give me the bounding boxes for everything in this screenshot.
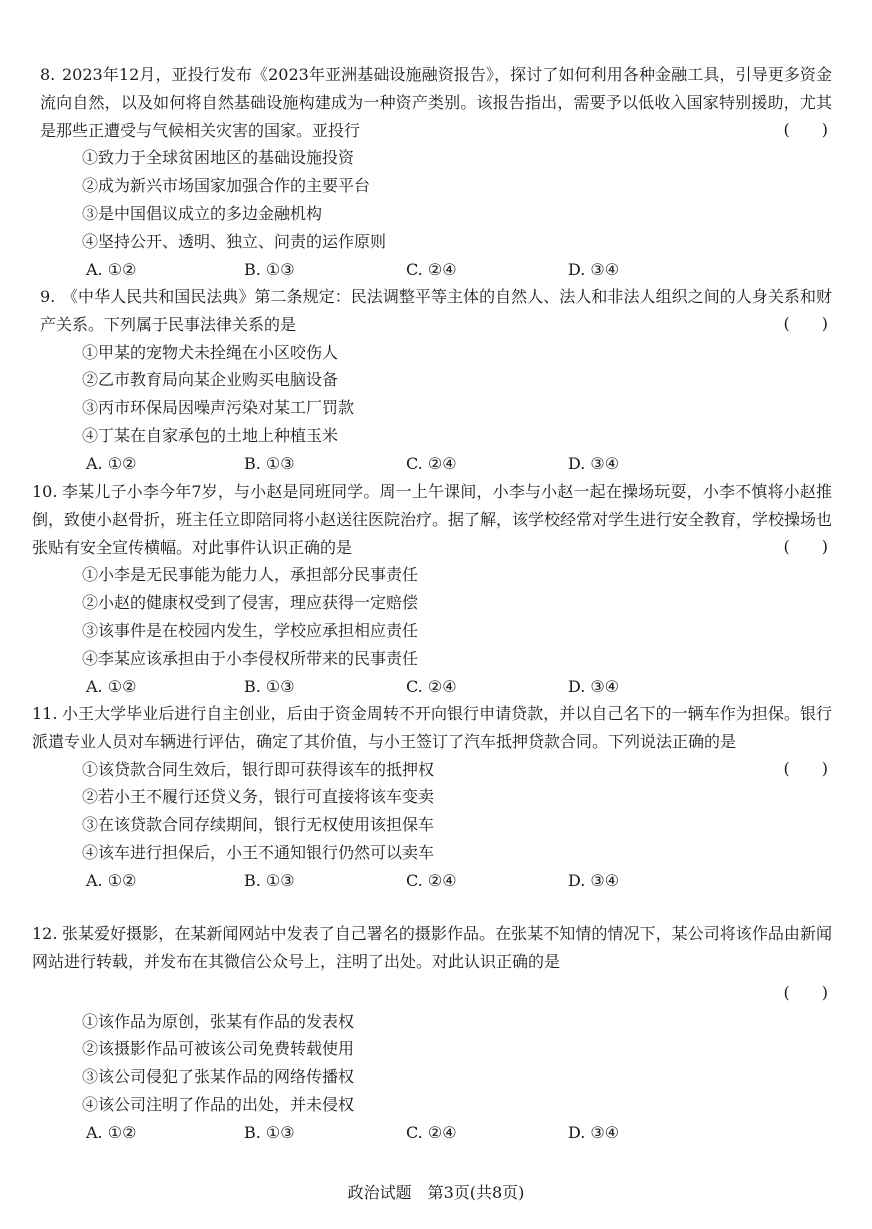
question-number: 9. xyxy=(40,287,56,306)
option-3: ③该公司侵犯了张某作品的网络传播权 xyxy=(82,1067,355,1087)
choice-d: D. ③④ xyxy=(568,676,620,696)
option-3: ③该事件是在校园内发生，学校应承担相应责任 xyxy=(82,620,419,640)
page-footer: 政治试题 第3页(共8页) xyxy=(347,1183,525,1202)
option-1: ①致力于全球贫困地区的基础设施投资 xyxy=(82,148,355,168)
option-2: ②小赵的健康权受到了侵害，理应获得一定赔偿 xyxy=(82,593,419,613)
option-4: ④该车进行担保后，小王不通知银行仍然可以卖车 xyxy=(82,842,435,862)
choice-d: D. ③④ xyxy=(568,1122,620,1142)
answer-bracket: ( ) xyxy=(783,758,828,778)
choices xyxy=(86,673,832,701)
question-8 xyxy=(40,61,832,283)
option-2: ②若小王不履行还贷义务，银行可直接将该车变卖 xyxy=(82,787,435,807)
choice-c: C. ②④ xyxy=(406,453,457,473)
option-2: ②该摄影作品可被该公司免费转载使用 xyxy=(82,1039,355,1059)
choice-a: A. ①② xyxy=(86,676,137,696)
option-4: ④丁某在自家承包的土地上种植玉米 xyxy=(82,425,339,445)
question-stem: 小王大学毕业后进行自主创业，后由于资金周转不开向银行申请贷款，并以自己名下的一辆车作为担保。银行派遣专业人员对车辆进行评估，确定了其价值，与小王签订了汽车抵押贷款合同。下列说法正确的是 xyxy=(32,704,832,751)
choice-a: A. ①② xyxy=(86,259,137,279)
choice-d: D. ③④ xyxy=(568,870,620,890)
option-4: ④该公司注明了作品的出处，并未侵权 xyxy=(82,1094,355,1114)
answer-bracket: ( ) xyxy=(783,119,828,139)
question-12 xyxy=(32,920,832,1147)
bracket-line xyxy=(62,976,832,1008)
choice-b: B. ①③ xyxy=(244,259,295,279)
question-number: 12. xyxy=(32,924,58,943)
question-11 xyxy=(32,700,832,895)
option-1: ①小李是无民事能为能力人，承担部分民事责任 xyxy=(82,565,419,585)
question-number: 8. xyxy=(40,65,56,84)
choice-b: B. ①③ xyxy=(244,676,295,696)
option-4: ④李某应该承担由于小李侵权所带来的民事责任 xyxy=(82,648,419,668)
choice-c: C. ②④ xyxy=(406,1122,457,1142)
choice-d: D. ③④ xyxy=(568,259,620,279)
question-stem: 张某爱好摄影，在某新闻网站中发表了自己署名的摄影作品。在张某不知情的情况下，某公司将该作品由新闻网站进行转载，并发布在其微信公众号上，注明了出处。对此认识正确的是 xyxy=(32,924,832,971)
choice-a: A. ①② xyxy=(86,453,137,473)
option-3: ③在该贷款合同存续期间，银行无权使用该担保车 xyxy=(82,815,435,835)
option-3: ③丙市环保局因噪声污染对某工厂罚款 xyxy=(82,398,355,418)
option-4: ④坚持公开、透明、独立、问责的运作原则 xyxy=(82,231,387,251)
question-9 xyxy=(40,283,832,478)
answer-bracket: ( ) xyxy=(783,313,828,333)
question-stem: 2023年12月，亚投行发布《2023年亚洲基础设施融资报告》，探讨了如何利用各种金融工具，引导更多资金流向自然，以及如何将自然基础设施构建成为一种资产类别。该报告指出，需要予以低收入国家特别援助，尤其是那些正遭受与气候相关灾害的国家。亚投行 xyxy=(40,65,832,140)
question-stem: 李某儿子小李今年7岁，与小赵是同班同学。周一上午课间，小李与小赵一起在操场玩耍，小李不慎将小赵推倒，致使小赵骨折，班主任立即陪同将小赵送往医院治疗。据了解，该学校经常对学生进行安全教育，学校操场也张贴有安全宣传横幅。对此事件认识正确的是 xyxy=(32,482,833,557)
option-3: ③是中国倡议成立的多边金融机构 xyxy=(82,203,323,223)
answer-bracket: ( ) xyxy=(783,536,828,556)
choice-c: C. ②④ xyxy=(406,870,457,890)
choice-b: B. ①③ xyxy=(244,870,295,890)
question-number: 10. xyxy=(32,482,58,501)
choices xyxy=(86,867,832,895)
choices xyxy=(86,256,832,284)
option-1: ①该贷款合同生效后，银行即可获得该车的抵押权 xyxy=(82,759,435,779)
question-number: 11. xyxy=(32,704,58,723)
choice-a: A. ①② xyxy=(86,1122,137,1142)
choice-a: A. ①② xyxy=(86,870,137,890)
answer-bracket: ( ) xyxy=(783,982,828,1002)
choice-b: B. ①③ xyxy=(244,453,295,473)
question-10 xyxy=(32,478,833,700)
option-2: ②成为新兴市场国家加强合作的主要平台 xyxy=(82,176,371,196)
choice-c: C. ②④ xyxy=(406,259,457,279)
option-2: ②乙市教育局向某企业购买电脑设备 xyxy=(82,370,339,390)
option-1: ①甲某的宠物犬未拴绳在小区咬伤人 xyxy=(82,342,339,362)
question-stem: 《中华人民共和国民法典》第二条规定：民法调整平等主体的自然人、法人和非法人组织之间的人身关系和财产关系。下列属于民事法律关系的是 xyxy=(40,287,832,334)
choices xyxy=(86,1119,832,1147)
choice-d: D. ③④ xyxy=(568,453,620,473)
choice-b: B. ①③ xyxy=(244,1122,295,1142)
option-1: ①该作品为原创，张某有作品的发表权 xyxy=(82,1011,355,1031)
choice-c: C. ②④ xyxy=(406,676,457,696)
choices xyxy=(86,450,832,478)
